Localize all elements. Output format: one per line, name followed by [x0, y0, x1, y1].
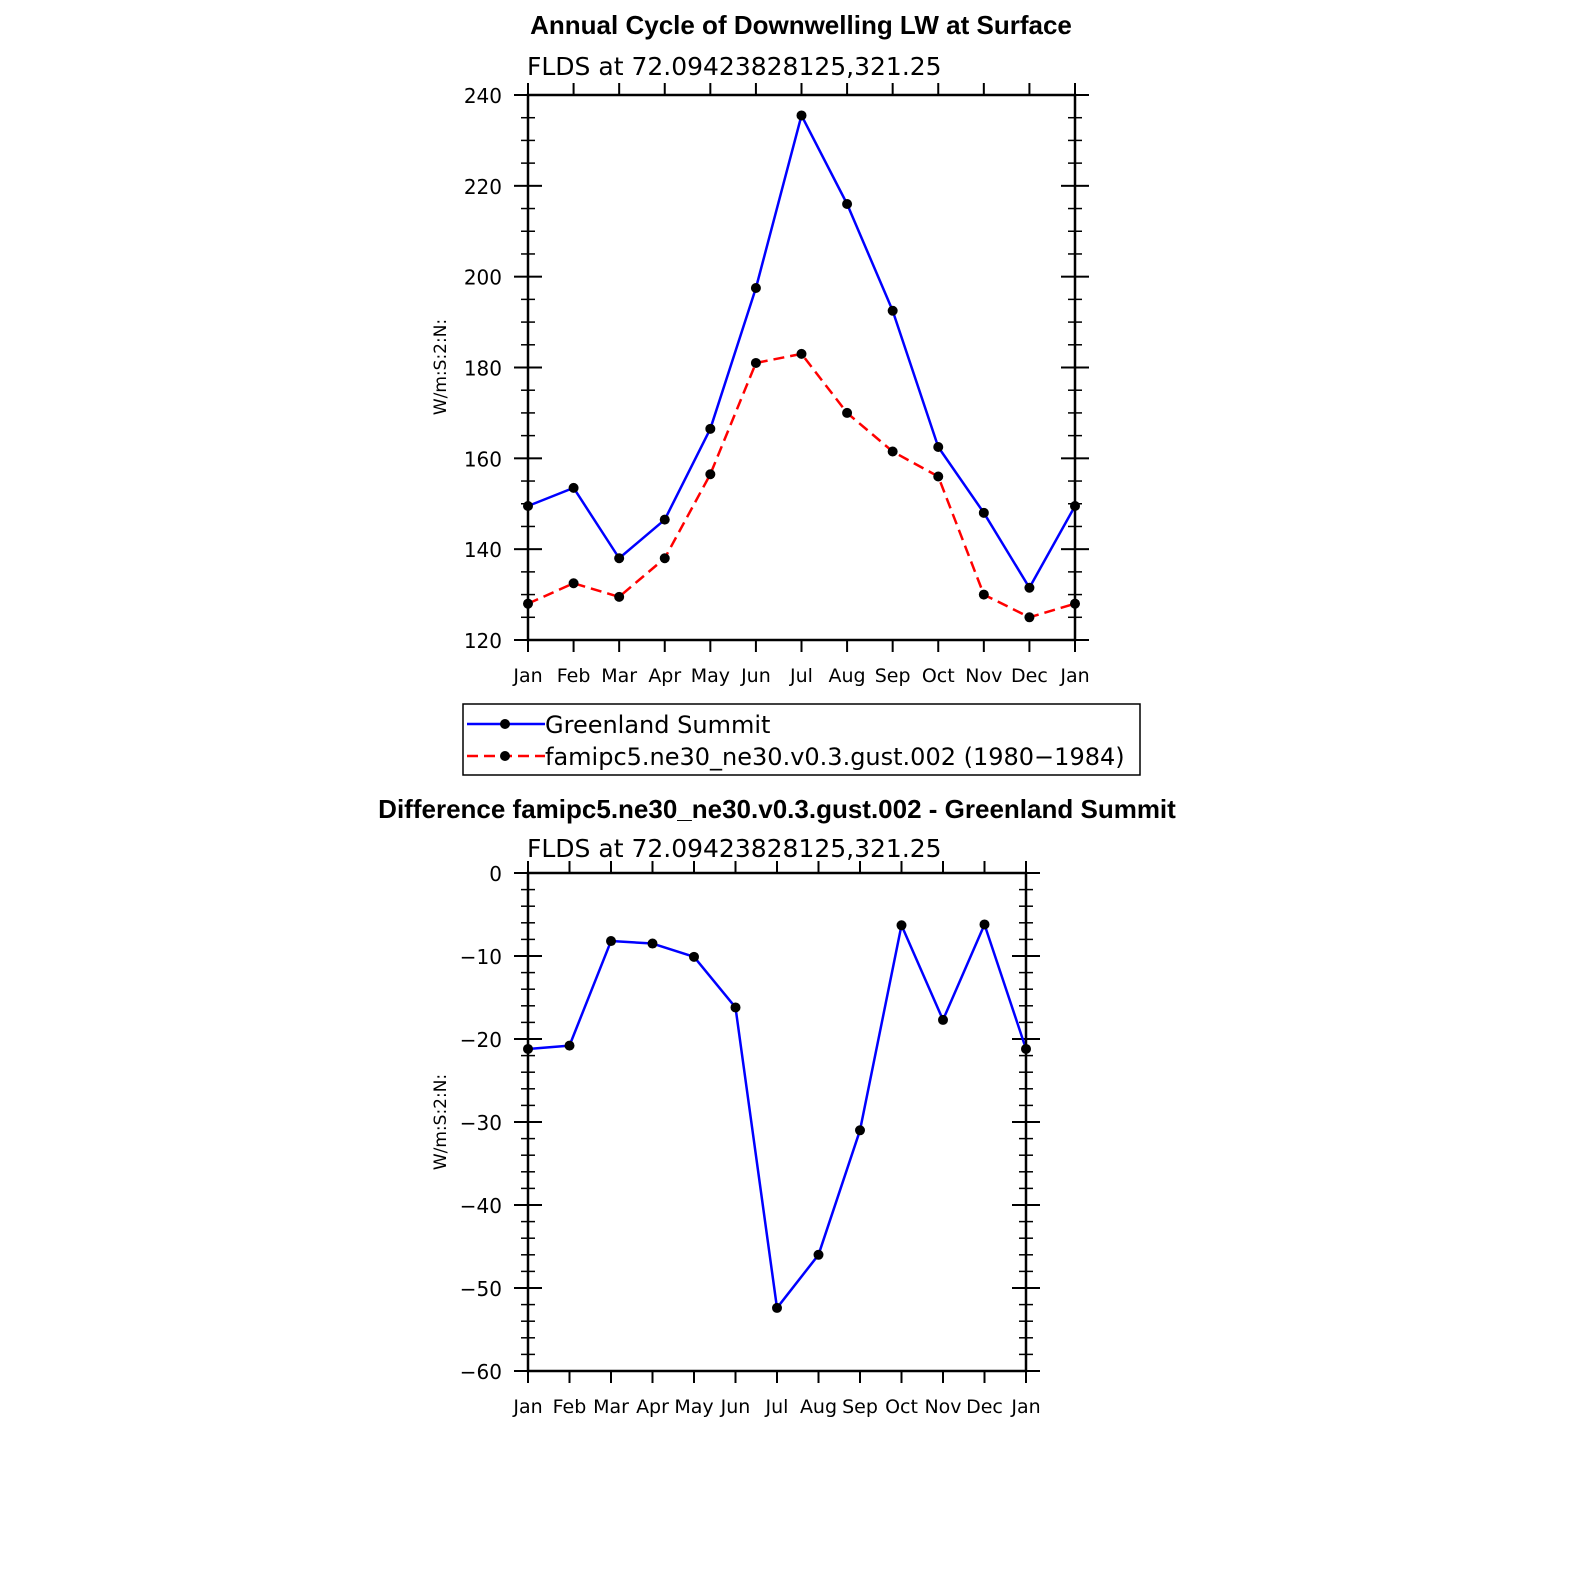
data-point	[888, 306, 898, 316]
y-tick-label: −20	[459, 1028, 502, 1052]
y-tick-label: −30	[459, 1111, 502, 1135]
y-tick-labels	[460, 862, 502, 1384]
y-tick-label: −60	[459, 1360, 502, 1384]
y-axis-label: W/m:S:2:N:	[431, 1073, 451, 1171]
data-point	[606, 936, 616, 946]
chart-difference	[378, 794, 1176, 1418]
series-line-0	[528, 924, 1026, 1307]
x-tick-label: Jan	[513, 1396, 543, 1418]
data-point	[933, 472, 943, 482]
plot-frame	[528, 95, 1075, 640]
data-point	[565, 1041, 575, 1051]
x-tick-labels	[512, 1396, 1040, 1418]
y-axis-label: W/m:S:2:N:	[431, 318, 451, 416]
data-point	[814, 1250, 824, 1260]
data-point	[855, 1125, 865, 1135]
data-point	[897, 920, 907, 930]
data-point	[842, 199, 852, 209]
legend-marker-model	[500, 751, 510, 761]
y-tick-label: 200	[463, 265, 502, 290]
data-point	[705, 424, 715, 434]
x-tick-label: Apr	[636, 1396, 669, 1418]
x-tick-label: Nov	[965, 665, 1003, 687]
legend-label-model: famipc5.ne30_ne30.v0.3.gust.002 (1980−1984)	[545, 743, 1125, 771]
legend	[463, 704, 1140, 775]
x-tick-label: Dec	[1011, 665, 1048, 687]
series-group	[523, 110, 1080, 622]
data-point	[979, 508, 989, 518]
y-tick-label: −50	[459, 1277, 502, 1301]
data-point	[797, 110, 807, 120]
x-tick-label: Apr	[648, 665, 682, 687]
data-point	[842, 408, 852, 418]
data-point	[648, 939, 658, 949]
x-tick-label: Feb	[556, 665, 591, 687]
chart-title: Difference famipc5.ne30_ne30.v0.3.gust.002 - Greenland Summit	[378, 794, 1176, 824]
data-point	[888, 447, 898, 457]
x-tick-label: Aug	[799, 1396, 838, 1418]
series-line-1	[528, 354, 1075, 617]
data-point	[772, 1303, 782, 1313]
x-tick-label: Oct	[885, 1396, 918, 1418]
data-point	[933, 442, 943, 452]
x-tick-label: Mar	[601, 665, 638, 687]
series-group	[523, 919, 1031, 1312]
data-point	[751, 283, 761, 293]
x-tick-label: Dec	[966, 1396, 1003, 1418]
y-tick-label: 220	[463, 174, 502, 199]
data-point	[689, 952, 699, 962]
x-tick-label: Jul	[765, 1396, 789, 1418]
chart-title: Annual Cycle of Downwelling LW at Surface	[530, 10, 1072, 40]
chart-subtitle: FLDS at 72.09423828125,321.25	[527, 52, 942, 81]
x-tick-label: Jan	[1011, 1396, 1041, 1418]
y-tick-label: 120	[463, 629, 502, 653]
y-tick-labels	[464, 84, 502, 653]
y-tick-label: 180	[463, 356, 502, 381]
chart-annual-cycle	[431, 10, 1090, 687]
data-point	[569, 578, 579, 588]
data-point	[705, 469, 715, 479]
chart-subtitle: FLDS at 72.09423828125,321.25	[527, 834, 942, 863]
x-tick-labels	[512, 665, 1089, 687]
x-tick-label: Jun	[741, 665, 771, 687]
y-tick-label: −10	[459, 945, 502, 969]
data-point	[614, 553, 624, 563]
x-tick-label: Sep	[874, 665, 911, 687]
x-tick-label: Jan	[1060, 665, 1090, 687]
legend-marker-greenland	[500, 719, 510, 729]
y-tick-label: 140	[463, 538, 502, 563]
data-point	[1024, 583, 1034, 593]
x-tick-label: Mar	[593, 1396, 629, 1418]
axis-ticks	[514, 83, 1089, 652]
x-tick-label: May	[690, 665, 730, 687]
legend-label-greenland: Greenland Summit	[545, 711, 771, 739]
x-tick-label: Sep	[842, 1396, 878, 1418]
x-tick-label: May	[674, 1396, 714, 1418]
y-tick-label: 0	[489, 862, 502, 886]
data-point	[731, 1002, 741, 1012]
data-point	[980, 919, 990, 929]
x-tick-label: Aug	[828, 665, 866, 687]
data-point	[660, 553, 670, 563]
data-point	[1024, 612, 1034, 622]
x-tick-label: Jun	[720, 1396, 751, 1418]
y-tick-label: −40	[459, 1194, 502, 1218]
x-tick-label: Feb	[552, 1396, 587, 1418]
data-point	[938, 1015, 948, 1025]
y-tick-label: 240	[463, 84, 502, 108]
data-point	[614, 592, 624, 602]
y-tick-label: 160	[463, 447, 502, 472]
data-point	[569, 483, 579, 493]
plot-frame	[528, 873, 1026, 1371]
x-tick-label: Nov	[924, 1396, 962, 1418]
data-point	[751, 358, 761, 368]
x-tick-label: Jan	[513, 665, 543, 687]
data-point	[660, 515, 670, 525]
data-point	[797, 349, 807, 359]
x-tick-label: Jul	[790, 665, 813, 687]
x-tick-label: Oct	[921, 665, 955, 687]
data-point	[979, 590, 989, 600]
